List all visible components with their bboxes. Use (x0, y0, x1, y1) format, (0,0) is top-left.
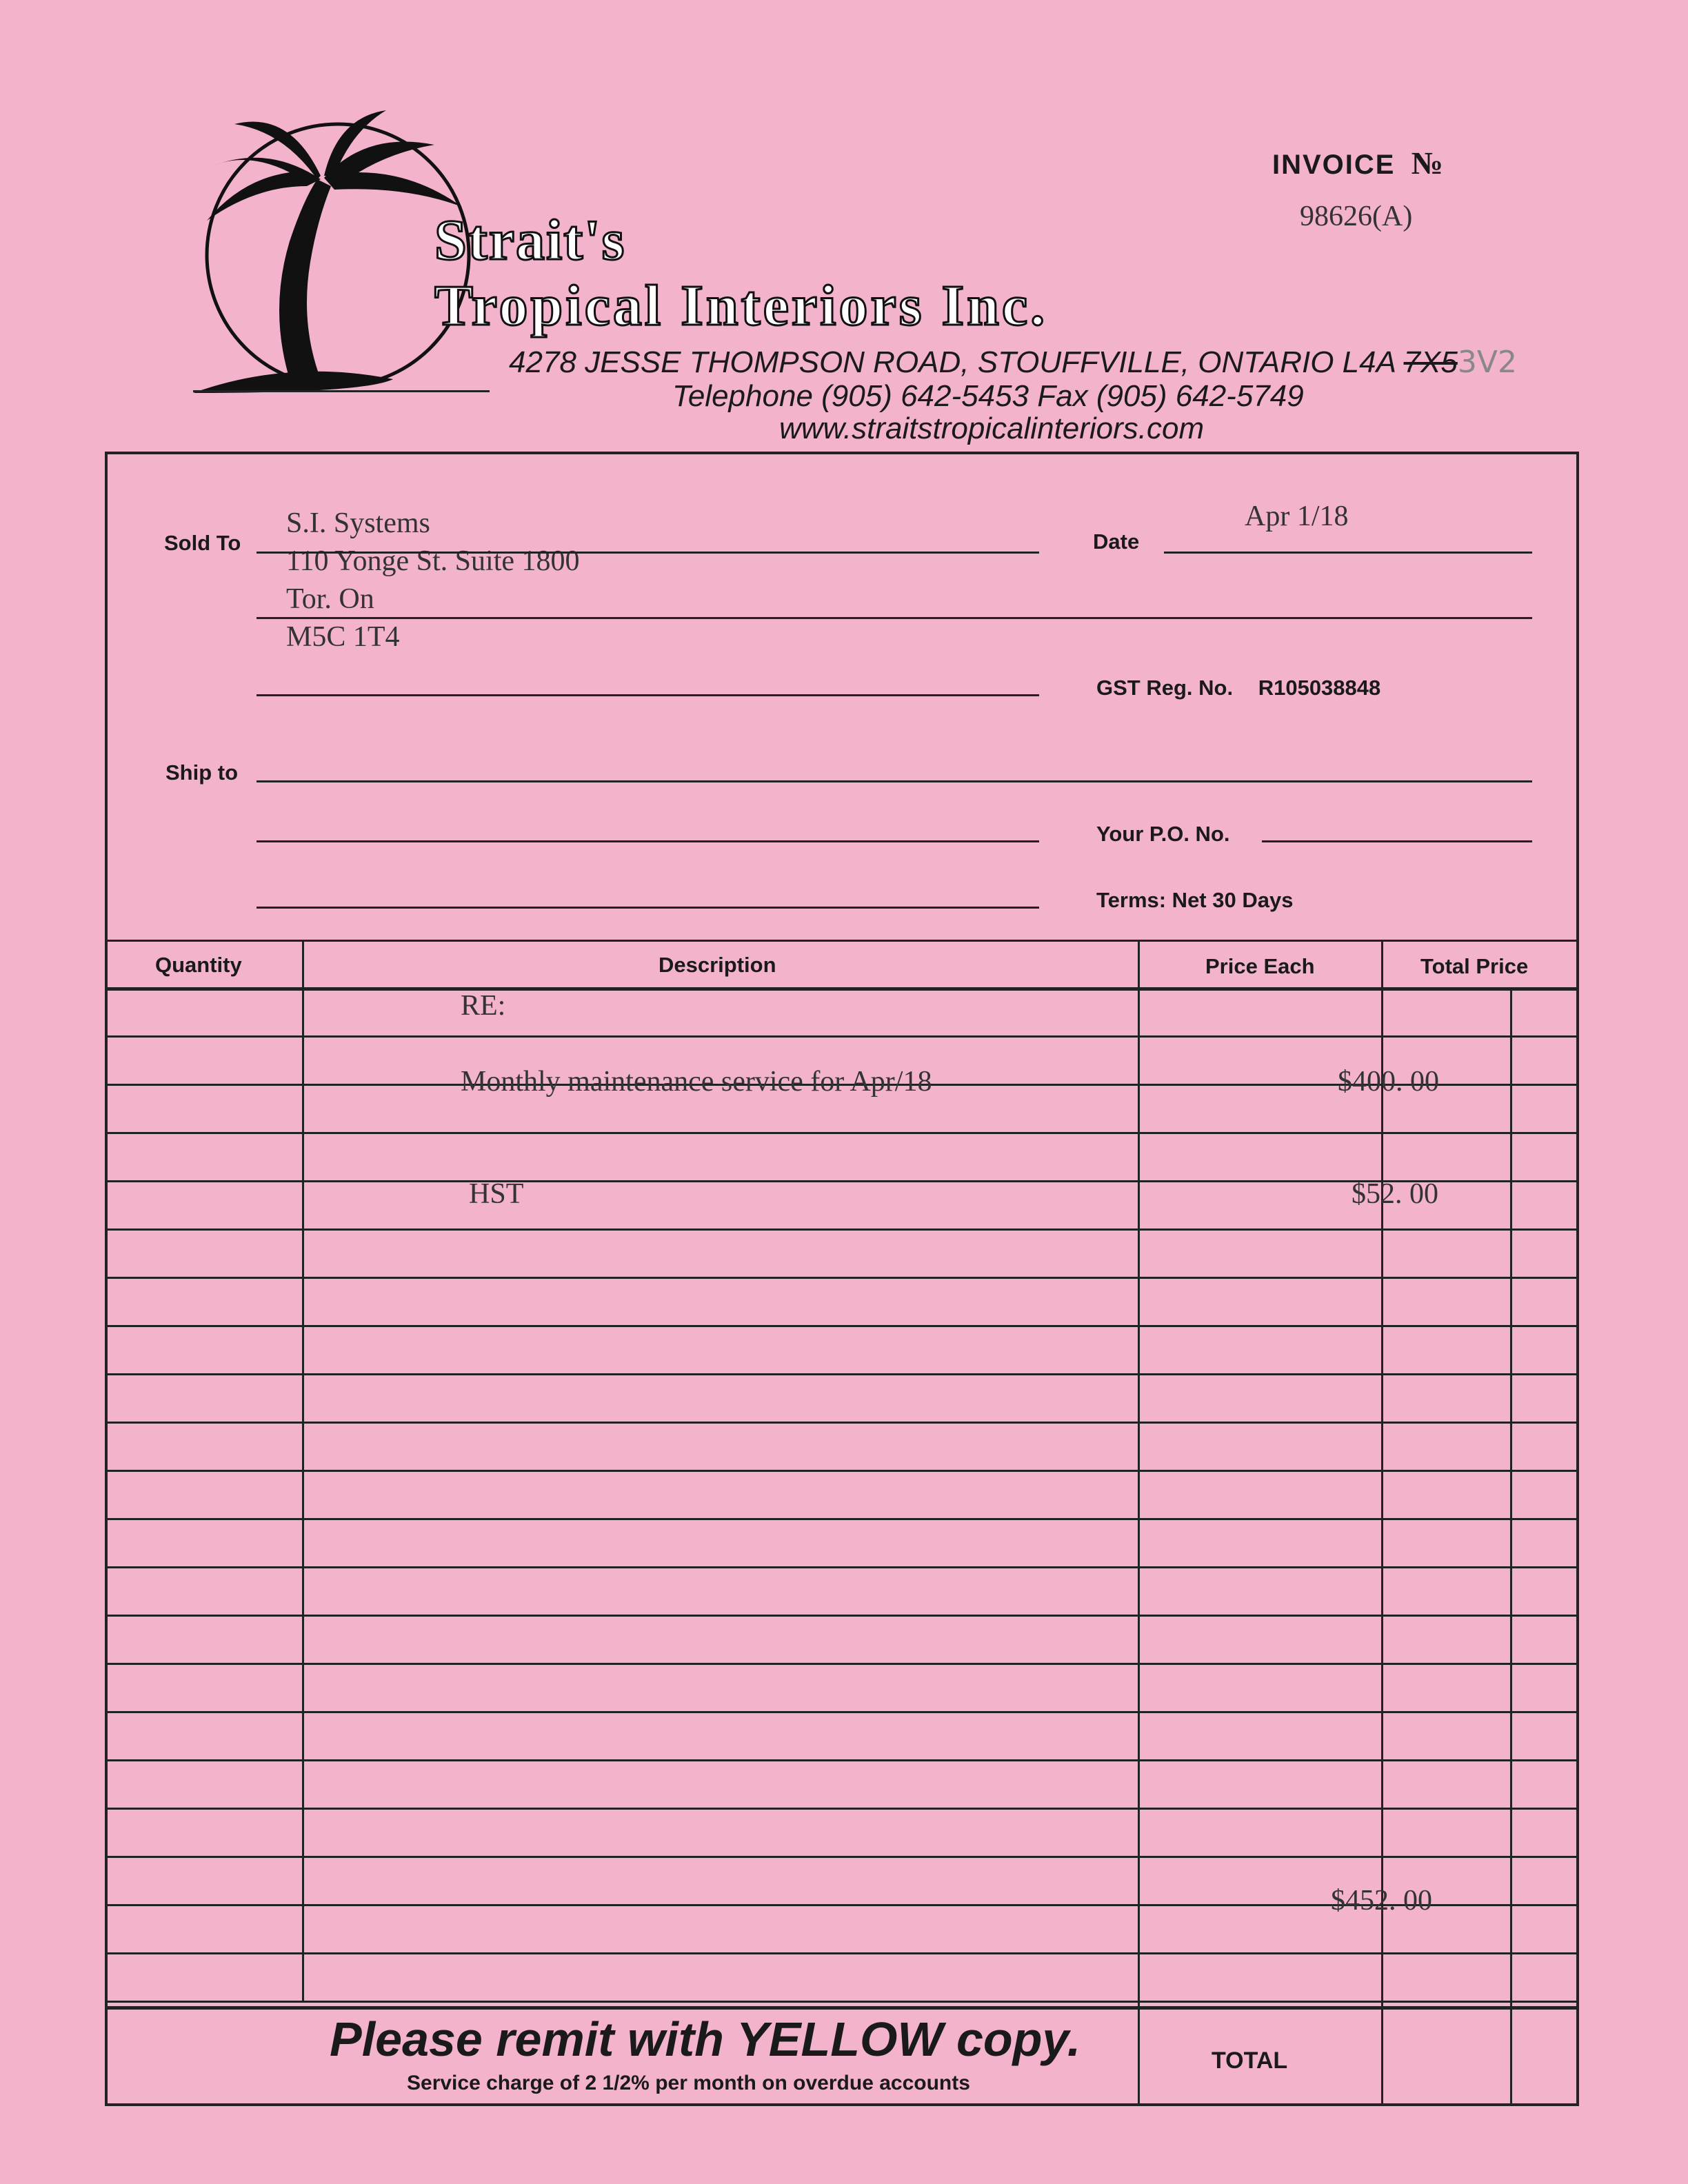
sold-to-postal: M5C 1T4 (286, 621, 400, 653)
grand-total-value: $452. 00 (1331, 1885, 1432, 1917)
row-line (105, 1277, 1579, 1279)
row-line (105, 1035, 1579, 1038)
sold-to-line-2 (257, 617, 1532, 619)
row-line (105, 1518, 1579, 1520)
footer-rule (105, 2006, 1579, 2010)
row-line (105, 1132, 1579, 1134)
row-line (105, 1373, 1579, 1375)
row-line (105, 1422, 1579, 1424)
invoice-number: 98626(A) (1300, 201, 1413, 232)
header-description: Description (659, 953, 776, 977)
item-maintenance-total: $400. 00 (1338, 1066, 1439, 1098)
service-charge-note: Service charge of 2 1/2% per month on overdue accounts (407, 2072, 970, 2094)
col-divider-cents (1510, 987, 1512, 2106)
company-phone-fax: Telephone (905) 642-5453 Fax (905) 642-5749 (672, 379, 1304, 413)
row-line (105, 1615, 1579, 1617)
company-website: www.straitstropicalinteriors.com (779, 412, 1205, 445)
postal-code-struck: 7X5 (1403, 345, 1458, 379)
ship-to-label: Ship to (165, 760, 239, 785)
item-hst-total: $52. 00 (1352, 1178, 1438, 1210)
sold-to-name: S.I. Systems (286, 507, 430, 539)
header-quantity: Quantity (155, 953, 242, 977)
item-maintenance-description: Monthly maintenance service for Apr/18 (461, 1066, 932, 1098)
row-line (105, 1856, 1579, 1858)
header-rule (105, 987, 1579, 991)
header-total-price: Total Price (1420, 954, 1529, 978)
gst-number: R105038848 (1258, 676, 1381, 700)
item-re-description: RE: (461, 990, 506, 1022)
row-line (105, 1566, 1579, 1568)
company-address: 4278 JESSE THOMPSON ROAD, STOUFFVILLE, ONTARIO L4A 7X53V2 (509, 345, 1517, 380)
date-label: Date (1093, 529, 1140, 554)
gst-label: GST Reg. No. R105038848 (1096, 676, 1381, 700)
sold-to-street: 110 Yonge St. Suite 1800 (286, 545, 580, 577)
sold-to-label: Sold To (164, 531, 241, 555)
row-line (105, 1952, 1579, 1954)
terms-label: Terms: Net 30 Days (1096, 888, 1294, 912)
row-line (105, 1228, 1579, 1231)
remit-notice: Please remit with YELLOW copy. (330, 2012, 1081, 2066)
total-label: TOTAL (1212, 2048, 1288, 2074)
row-line (105, 1325, 1579, 1327)
postal-code-handwritten: 3V2 (1457, 345, 1517, 380)
ship-to-line-3 (257, 907, 1039, 909)
ship-to-line-2 (257, 840, 1039, 842)
col-divider-quantity (302, 940, 304, 2001)
sold-to-line-1 (257, 552, 1039, 554)
item-hst-description: HST (469, 1178, 524, 1210)
row-line (105, 1711, 1579, 1713)
row-line (105, 1470, 1579, 1472)
date-line (1164, 552, 1532, 554)
col-divider-price (1381, 940, 1383, 2106)
invoice-number-label: INVOICE № (1272, 145, 1445, 181)
po-line (1262, 840, 1532, 842)
row-line (105, 1759, 1579, 1761)
ship-to-line-1 (257, 780, 1532, 782)
row-line (105, 1808, 1579, 1810)
company-name-line2: Tropical Interiors Inc. (434, 274, 1048, 338)
company-name-line1: Strait's (434, 208, 626, 272)
row-line (105, 1663, 1579, 1665)
po-label: Your P.O. No. (1096, 822, 1230, 846)
sold-to-line-3 (257, 694, 1039, 696)
sold-to-city: Tor. On (286, 583, 374, 615)
table-top-border (105, 940, 1579, 942)
invoice-no-symbol: № (1411, 145, 1445, 181)
col-divider-description (1138, 940, 1140, 2106)
date-value: Apr 1/18 (1245, 501, 1349, 532)
header-price-each: Price Each (1205, 954, 1315, 978)
row-line (105, 2001, 1579, 2003)
logo-underline (193, 390, 490, 392)
